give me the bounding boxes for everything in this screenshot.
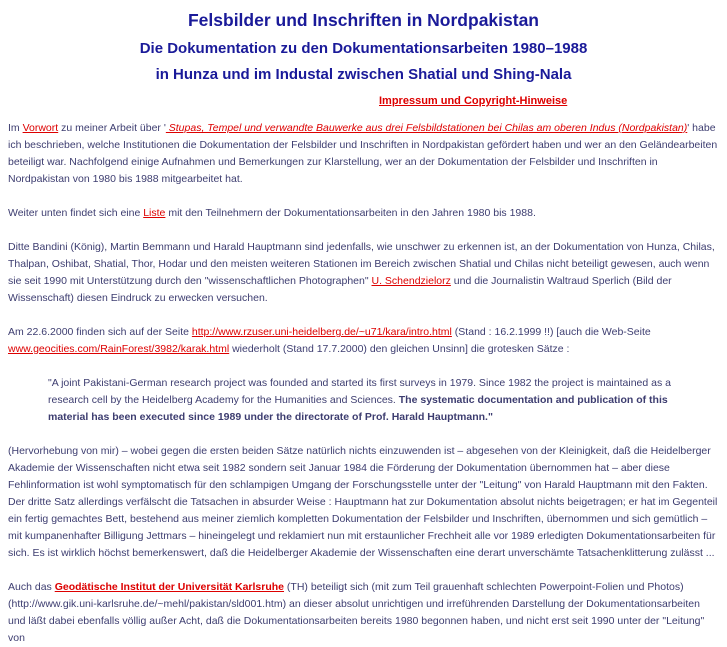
link-heidelberg-url[interactable]: http://www.rzuser.uni-heidelberg.de/~u71/kara/intro.html	[191, 326, 452, 338]
page-header	[8, 0, 719, 109]
paragraph-vorwort	[8, 120, 719, 188]
text-segment: zu meiner Arbeit über '	[58, 122, 166, 134]
text-segment: Ditte Bandini (König), Martin Bemmann und Harald Hauptmann sind jedenfalls, wie unschwer zu erkennen ist, an der Dokumentation von Hunza, Chilas, Thalpan, Oshibat, Shatial, Thor, Hodar und den meisten weiteren Stationen im Bereich zwischen Shatial und Chilas nicht beteiligt gewesen, auch wenn sie seit 1990 mit Unterstützung durch den "wissenschaftlichen Photographen"	[8, 241, 715, 287]
link-geocities-url[interactable]: www.geocities.com/RainForest/3982/karak.html	[8, 343, 230, 355]
page-subtitle-1: Die Dokumentation zu den Dokumentationsarbeiten 1980–1988	[139, 40, 588, 57]
link-liste[interactable]: Liste	[143, 207, 166, 219]
text-segment: Auch das	[8, 581, 55, 593]
paragraph-beteiligung	[8, 239, 719, 307]
impressum-row	[8, 91, 719, 109]
text-segment: Weiter unten findet sich eine	[8, 207, 144, 219]
quote-block	[48, 375, 694, 426]
main-content	[8, 120, 719, 647]
page-title: Felsbilder und Inschriften in Nordpakistan	[187, 10, 540, 30]
quote-text: "A joint Pakistani-German research project was founded and started its first surveys in 1979. Since 1982 the project is maintained as a research cell by the Heidelberg Academy for the Humanities and Sciences.	[48, 377, 671, 406]
text-segment: (TH) beteiligt sich (mit zum Teil grauenhaft schlechten Powerpoint-Folien und Photos) (http://www.gik.uni-karlsruhe.de/~mehl/pakistan/sld001.htm) an dieser absolut unrichtigen und irreführenden Darstellung der Dokumentationsarbeiten und läßt dabei ebenfalls völlig außer Acht, daß die Dokumentationsarbeiten bereits 1980 begonnen haben, und nicht erst seit 1990 unter der "Leitung" von	[8, 581, 705, 644]
link-stupas-arbeit[interactable]: Stupas, Tempel und verwandte Bauwerke aus drei Felsbildstationen bei Chilas am oberen Indus (Nordpakistan)	[165, 122, 688, 134]
page-subtitle-2: in Hunza und im Industal zwischen Shatial und Shing-Nala	[155, 66, 572, 83]
link-impressum[interactable]: Impressum und Copyright-Hinweise	[379, 95, 568, 107]
paragraph-liste	[8, 205, 719, 222]
link-geodaetisches-institut[interactable]: Geodätische Institut der Universität Karlsruhe	[54, 581, 285, 593]
paragraph-kommentar	[8, 443, 719, 562]
paragraph-karlsruhe	[8, 579, 719, 647]
text-segment: (Stand : 16.2.1999 !!) [auch die Web-Seite	[451, 326, 651, 338]
quote-text-emphasized: The systematic documentation and publication of this material has been executed since 1989 under the directorate of Prof. Harald Hauptmann."	[48, 394, 668, 423]
text-segment: Am 22.6.2000 finden sich auf der Seite	[8, 326, 192, 338]
text-segment: wiederholt (Stand 17.7.2000) den gleichen Unsinn] die grotesken Sätze :	[229, 343, 570, 355]
link-vorwort[interactable]: Vorwort	[22, 122, 59, 134]
text-segment: ' habe ich beschrieben, welche Institutionen die Dokumentation der Felsbilder und Inschriften in Nordpakistan gefördert haben und wer an den Geländearbeiten beteiligt war. Nachfolgend einige Aufnahmen und Bemerkungen zur Klarstellung, wer an der Dokumentation der Felsbilder und Inschriften in Nordpakistan von 1980 bis 1988 mitgearbeitet hat.	[8, 122, 718, 185]
link-schendzielorz[interactable]: U. Schendzielorz	[371, 275, 451, 287]
text-segment: (Hervorhebung von mir) – wobei gegen die ersten beiden Sätze natürlich nichts einzuwenden ist – abgesehen von der Kleinigkeit, daß die Heidelberger Akademie der Wissenschaften nicht etwa seit 1982 sondern seit Januar 1984 die Förderung der Dokumentation übernommen hat – aber diese Fehlinformation ist wohl symptomatisch für den schlampigen Umgang der Forschungsstelle unter der "Leitung" von Harald Hauptmann mit den Fakten. Der dritte Satz allerdings verfälscht die Tatsachen in absurder Weise : Hauptmann hat zur Dokumentation absolut nichts beigetragen; er hat im Gegenteil ein fertig gemachtes Bett, bestehend aus meiner ziemlich kompletten Dokumentation der Felsbilder und Inschriften, übernommen und sich gemütlich – mit kumpanenhafter Billigung Jettmars – hineingelegt und reklamiert nun mit erstaunlicher Frechheit alle vor 1989 erledigten Dokumentationsarbeiten für sich. Es ist wirklich höchst bemerkenswert, daß die Heidelberger Akademie der Wissenschaften eine derart unverschämte Tatsachenklitterung zulässt ...	[8, 445, 718, 559]
text-segment: Im	[8, 122, 23, 134]
paragraph-webseiten	[8, 324, 719, 358]
text-segment: und die Journalistin Waltraud Sperlich (Bild der Wissenschaft) diesen Eindruck zu erwecken versuchen.	[8, 275, 672, 304]
text-segment: mit den Teilnehmern der Dokumentationsarbeiten in den Jahren 1980 bis 1988.	[165, 207, 536, 219]
